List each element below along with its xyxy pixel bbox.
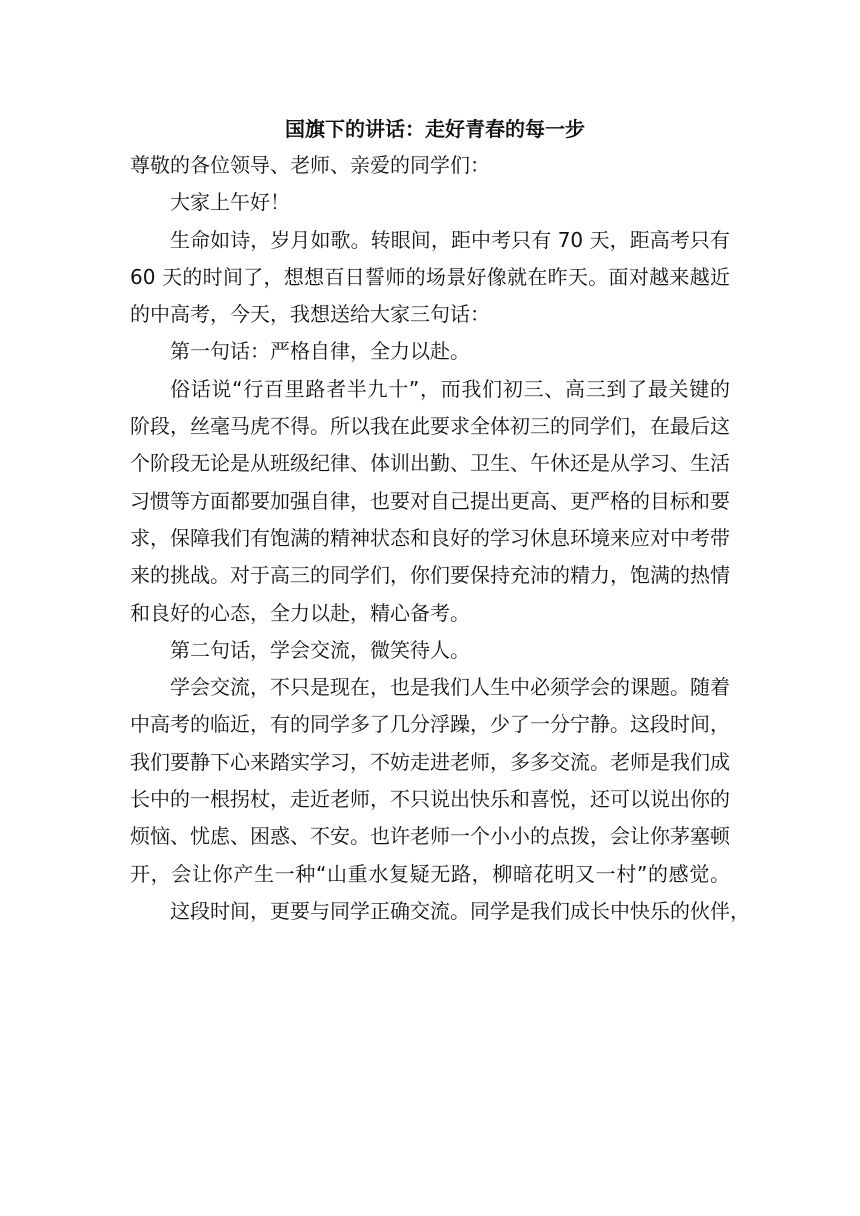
section-heading-2: 第二句话，学会交流，微笑待人。 xyxy=(170,637,470,662)
body-line: 和良好的心态，全力以赴，精心备考。 xyxy=(130,600,470,625)
body-line: 中高考的临近，有的同学多了几分浮躁，少了一分宁静。这段时间， xyxy=(130,712,730,737)
salutation: 尊敬的各位领导、老师、亲爱的同学们： xyxy=(130,153,490,177)
body-line: 烦恼、忧虑、困惑、不安。也许老师一个小小的点拨，会让你茅塞顿 xyxy=(130,824,730,849)
body-line: 习惯等方面都要加强自律，也要对自己提出更高、更严格的目标和要 xyxy=(130,488,730,513)
body-line: 的中高考，今天，我想送给大家三句话： xyxy=(130,302,490,327)
body-line: 这段时间，更要与同学正确交流。同学是我们成长中快乐的伙伴， xyxy=(170,898,750,923)
section-heading-1: 第一句话：严格自律，全力以赴。 xyxy=(170,339,470,364)
greeting: 大家上午好！ xyxy=(170,190,290,215)
body-line: 俗话说“行百里路者半九十”，而我们初三、高三到了最关键的 xyxy=(170,376,730,401)
body-line: 求，保障我们有饱满的精神状态和良好的学习休息环境来应对中考带 xyxy=(130,525,730,550)
body-line: 阶段，丝毫马虎不得。所以我在此要求全体初三的同学们，在最后这 xyxy=(130,414,730,439)
body-line: 60 天的时间了，想想百日誓师的场景好像就在昨天。面对越来越近 xyxy=(130,264,730,289)
body-line: 开，会让你产生一种“山重水复疑无路，柳暗花明又一村”的感觉。 xyxy=(130,861,730,886)
paragraph-lines xyxy=(130,147,750,930)
document-body xyxy=(130,111,750,930)
body-line: 来的挑战。对于高三的同学们，你们要保持充沛的精力，饱满的热情 xyxy=(130,563,730,588)
page-title: 国旗下的讲话：走好青春的每一步 xyxy=(285,117,585,141)
body-line: 生命如诗，岁月如歌。转眼间，距中考只有 70 天，距高考只有 xyxy=(170,227,730,252)
body-line: 个阶段无论是从班级纪律、体训出勤、卫生、午休还是从学习、生活 xyxy=(130,451,730,476)
body-line: 我们要静下心来踏实学习，不妨走进老师，多多交流。老师是我们成 xyxy=(130,749,730,774)
body-line: 长中的一根拐杖，走近老师，不只说出快乐和喜悦，还可以说出你的 xyxy=(130,787,730,812)
body-line: 学会交流，不只是现在，也是我们人生中必须学会的课题。随着 xyxy=(170,675,730,700)
